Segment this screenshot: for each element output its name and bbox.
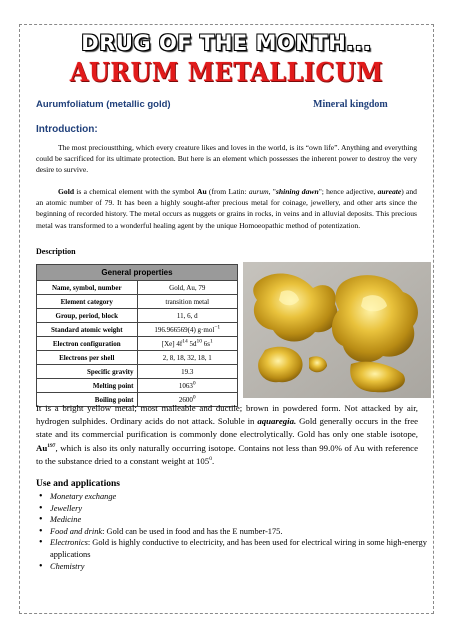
intro2-text-a: is a chemical element with the symbol [74,187,197,196]
body-text-2: Gold generally occurs in the free state and its commercial purification is commonly done electrolytically. Gold has only one stable isotope, [36,416,418,440]
property-key: Group, period, block [37,309,138,323]
boiling-degree-sup: 0 [192,394,196,401]
use-label: Chemistry [50,561,85,571]
property-value: 2, 8, 18, 32, 18, 1 [137,351,238,365]
property-value: transition metal [137,295,238,309]
property-value: 19.3 [137,365,238,379]
table-row [37,323,238,337]
property-key: Boiling point [37,393,138,407]
body-text-1: It is a bright yellow metal; most malleable and ductile; brown in powdered form. Not attacked by air, hydrogen sulphides. Ordinary acids do not attack. Soluble in [36,403,418,427]
shining-dawn-term: shining dawn [275,187,319,196]
introduction-paragraph-2 [36,186,417,231]
property-key: Element category [37,295,138,309]
econf-sup-3: 1 [209,338,213,345]
intro2-text-c: , " [268,187,276,196]
econf-value: [Xe] 4f [161,339,183,348]
properties-table [36,264,238,407]
property-key: Name, symbol, number [37,281,138,295]
gold-term: Gold [58,187,75,196]
property-key: Standard atomic weight [37,323,138,337]
isotope-mass: 197 [47,442,56,449]
list-item [50,491,432,503]
list-item [50,503,432,515]
aureate-term: aureate [377,187,402,196]
econf-sup-1: 14 [182,338,188,345]
melting-degree-sup: 0 [192,380,196,387]
latin-name-subtitle: Aurumfoliatum (metallic gold) [36,99,171,110]
intro-text-1: The most precioustthing, which every creature likes and loves in the world, is its “own life”. Anything and everything could be sacrificed for its ultimate protection. But here is an element which possesses the inherent power to destroy the very desire to survive. [36,143,417,175]
property-value [137,323,238,337]
au-symbol: Au [196,187,207,196]
intro2-text-e: ) and an atomic number of 79. It has been a highly sought-after precious metal for coinage, jewellery, and other arts since the beginning of recorded history. The metal occurs as nuggets or grains in rocks, in veins and in alluvial deposits. This precious metal was transformed to a wonderful healing agent by the unique Homoeopathic method of potentization. [36,187,417,230]
uses-heading: Use and applications [36,479,120,489]
body-text-3: , which is also its only naturally occurring isotope. Contains not less than 99.0% of Au with reference to the substance dried to a constant weight at 105 [36,442,418,466]
use-text: : Gold can be used in food and has the E number-175. [102,526,283,536]
econf-mid: 5d [187,339,197,348]
property-key: Electrons per shell [37,351,138,365]
introduction-paragraph-1 [36,142,417,176]
introduction-heading: Introduction: [36,124,98,135]
use-label: Jewellery [50,503,83,513]
melting-value: 1063 [178,381,193,390]
table-row [37,281,238,295]
aurum-term: aurum [248,187,269,196]
aquaregia-term: aquaregia. [257,416,297,427]
properties-table-header: General properties [37,265,238,281]
body-degree-sup: 0 [209,455,212,462]
property-key: Melting point [37,379,138,393]
list-item [50,537,432,560]
use-label: Food and drink [50,526,103,536]
property-value: 11, 6, d [137,309,238,323]
body-text-end: . [211,455,215,466]
use-label: Medicine [50,515,82,525]
list-item [50,514,432,526]
econf-end: 6s [201,339,210,348]
use-label: Electronics [50,538,88,548]
property-key: Electron configuration [37,337,138,351]
table-row [37,309,238,323]
isotope-symbol: Au [36,442,48,453]
kingdom-subtitle: Mineral kingdom [313,99,388,110]
property-key: Specific gravity [37,365,138,379]
intro2-text-d: "; hence adjective, [318,187,378,196]
table-row [37,295,238,309]
property-value [137,379,238,393]
property-value: Gold, Au, 79 [137,281,238,295]
use-text: : Gold is highly conductive to electricity, and has been used for electrical wiring in some high-energy applications [50,538,427,559]
list-item [50,561,432,573]
atomic-weight-sup: −1 [214,324,221,331]
description-paragraph [36,402,418,468]
table-row [37,337,238,351]
econf-sup-2: 10 [196,338,202,345]
intro2-text-b: (from Latin: [206,187,249,196]
boiling-value: 2600 [178,395,193,404]
list-item [50,526,432,538]
uses-list [36,491,432,572]
drug-name-title: AURUM METALLICUM [69,58,384,88]
table-row [37,351,238,365]
description-label: Description [36,247,76,256]
atomic-weight-value: 196.966569(4) g·mol [154,325,215,334]
page-headline: DRUG OF THE MONTH... [81,31,372,55]
table-row [37,365,238,379]
table-row [37,379,238,393]
property-value [137,337,238,351]
gold-nugget-photo [243,262,431,398]
use-label: Monetary exchange [50,492,117,501]
